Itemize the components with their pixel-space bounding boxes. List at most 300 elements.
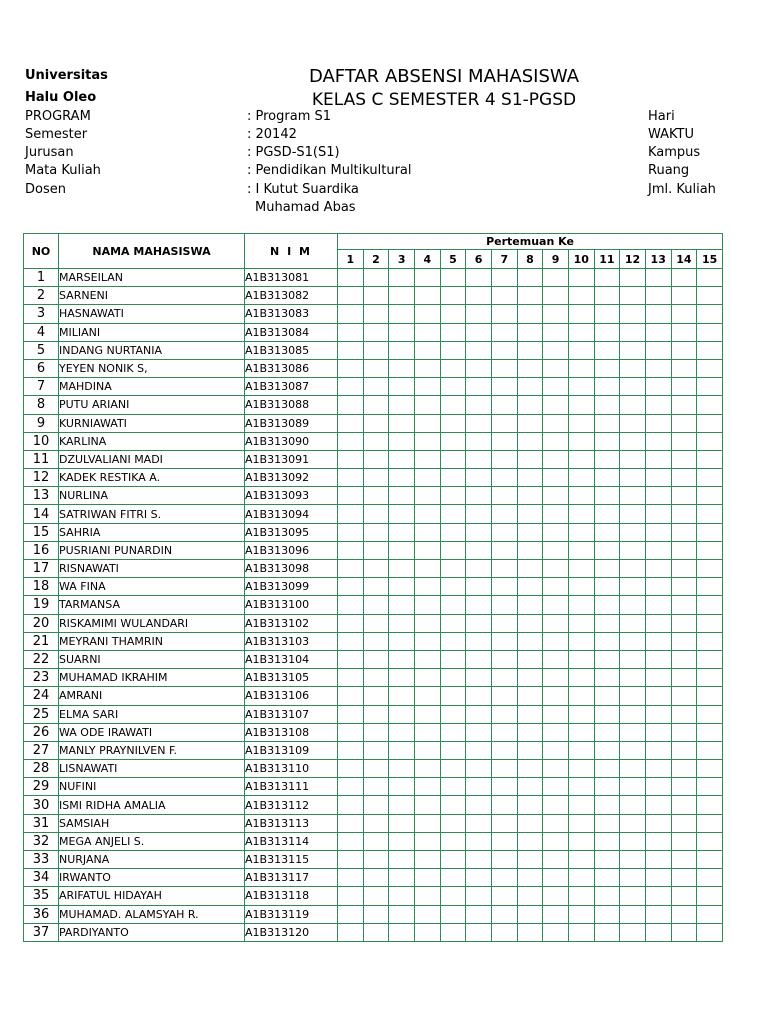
attendance-cell[interactable]	[697, 523, 723, 541]
attendance-cell[interactable]	[568, 814, 594, 832]
attendance-cell[interactable]	[568, 305, 594, 323]
attendance-cell[interactable]	[620, 687, 646, 705]
attendance-cell[interactable]	[440, 705, 466, 723]
attendance-cell[interactable]	[414, 923, 440, 941]
attendance-cell[interactable]	[697, 851, 723, 869]
attendance-cell[interactable]	[491, 541, 517, 559]
attendance-cell[interactable]	[568, 832, 594, 850]
attendance-cell[interactable]	[414, 323, 440, 341]
attendance-cell[interactable]	[363, 523, 389, 541]
attendance-cell[interactable]	[440, 741, 466, 759]
attendance-cell[interactable]	[620, 596, 646, 614]
attendance-cell[interactable]	[440, 905, 466, 923]
attendance-cell[interactable]	[671, 632, 697, 650]
attendance-cell[interactable]	[594, 596, 620, 614]
attendance-cell[interactable]	[697, 396, 723, 414]
attendance-cell[interactable]	[568, 796, 594, 814]
attendance-cell[interactable]	[440, 669, 466, 687]
attendance-cell[interactable]	[645, 814, 671, 832]
attendance-cell[interactable]	[671, 341, 697, 359]
attendance-cell[interactable]	[491, 760, 517, 778]
attendance-cell[interactable]	[543, 741, 569, 759]
attendance-cell[interactable]	[697, 378, 723, 396]
attendance-cell[interactable]	[568, 905, 594, 923]
attendance-cell[interactable]	[543, 632, 569, 650]
attendance-cell[interactable]	[363, 305, 389, 323]
attendance-cell[interactable]	[363, 469, 389, 487]
attendance-cell[interactable]	[620, 396, 646, 414]
attendance-cell[interactable]	[466, 705, 492, 723]
attendance-cell[interactable]	[671, 650, 697, 668]
attendance-cell[interactable]	[620, 359, 646, 377]
attendance-cell[interactable]	[620, 705, 646, 723]
attendance-cell[interactable]	[363, 414, 389, 432]
attendance-cell[interactable]	[440, 487, 466, 505]
attendance-cell[interactable]	[568, 778, 594, 796]
attendance-cell[interactable]	[440, 887, 466, 905]
attendance-cell[interactable]	[338, 287, 364, 305]
attendance-cell[interactable]	[697, 796, 723, 814]
attendance-cell[interactable]	[671, 450, 697, 468]
attendance-cell[interactable]	[466, 578, 492, 596]
attendance-cell[interactable]	[594, 359, 620, 377]
attendance-cell[interactable]	[414, 778, 440, 796]
attendance-cell[interactable]	[543, 832, 569, 850]
attendance-cell[interactable]	[671, 523, 697, 541]
attendance-cell[interactable]	[517, 923, 543, 941]
attendance-cell[interactable]	[363, 723, 389, 741]
attendance-cell[interactable]	[697, 760, 723, 778]
attendance-cell[interactable]	[363, 832, 389, 850]
attendance-cell[interactable]	[620, 778, 646, 796]
attendance-cell[interactable]	[543, 287, 569, 305]
attendance-cell[interactable]	[594, 287, 620, 305]
attendance-cell[interactable]	[620, 323, 646, 341]
attendance-cell[interactable]	[568, 760, 594, 778]
attendance-cell[interactable]	[338, 450, 364, 468]
attendance-cell[interactable]	[645, 287, 671, 305]
attendance-cell[interactable]	[568, 487, 594, 505]
attendance-cell[interactable]	[440, 378, 466, 396]
attendance-cell[interactable]	[363, 669, 389, 687]
attendance-cell[interactable]	[414, 523, 440, 541]
attendance-cell[interactable]	[671, 869, 697, 887]
attendance-cell[interactable]	[645, 869, 671, 887]
attendance-cell[interactable]	[414, 650, 440, 668]
attendance-cell[interactable]	[697, 541, 723, 559]
attendance-cell[interactable]	[620, 287, 646, 305]
attendance-cell[interactable]	[697, 487, 723, 505]
attendance-cell[interactable]	[389, 832, 415, 850]
attendance-cell[interactable]	[363, 378, 389, 396]
attendance-cell[interactable]	[466, 560, 492, 578]
attendance-cell[interactable]	[491, 705, 517, 723]
attendance-cell[interactable]	[389, 723, 415, 741]
attendance-cell[interactable]	[594, 723, 620, 741]
attendance-cell[interactable]	[440, 269, 466, 287]
attendance-cell[interactable]	[543, 341, 569, 359]
attendance-cell[interactable]	[338, 923, 364, 941]
attendance-cell[interactable]	[440, 778, 466, 796]
attendance-cell[interactable]	[414, 578, 440, 596]
attendance-cell[interactable]	[414, 687, 440, 705]
attendance-cell[interactable]	[491, 450, 517, 468]
attendance-cell[interactable]	[543, 359, 569, 377]
attendance-cell[interactable]	[594, 632, 620, 650]
attendance-cell[interactable]	[645, 414, 671, 432]
attendance-cell[interactable]	[645, 578, 671, 596]
attendance-cell[interactable]	[389, 414, 415, 432]
attendance-cell[interactable]	[466, 523, 492, 541]
attendance-cell[interactable]	[697, 669, 723, 687]
attendance-cell[interactable]	[389, 341, 415, 359]
attendance-cell[interactable]	[543, 669, 569, 687]
attendance-cell[interactable]	[363, 359, 389, 377]
attendance-cell[interactable]	[697, 814, 723, 832]
attendance-cell[interactable]	[671, 269, 697, 287]
attendance-cell[interactable]	[517, 414, 543, 432]
attendance-cell[interactable]	[671, 469, 697, 487]
attendance-cell[interactable]	[440, 523, 466, 541]
attendance-cell[interactable]	[338, 305, 364, 323]
attendance-cell[interactable]	[671, 760, 697, 778]
attendance-cell[interactable]	[543, 469, 569, 487]
attendance-cell[interactable]	[697, 432, 723, 450]
attendance-cell[interactable]	[338, 832, 364, 850]
attendance-cell[interactable]	[338, 341, 364, 359]
attendance-cell[interactable]	[543, 869, 569, 887]
attendance-cell[interactable]	[414, 596, 440, 614]
attendance-cell[interactable]	[363, 560, 389, 578]
attendance-cell[interactable]	[594, 414, 620, 432]
attendance-cell[interactable]	[414, 378, 440, 396]
attendance-cell[interactable]	[645, 359, 671, 377]
attendance-cell[interactable]	[568, 614, 594, 632]
attendance-cell[interactable]	[568, 432, 594, 450]
attendance-cell[interactable]	[414, 632, 440, 650]
attendance-cell[interactable]	[594, 487, 620, 505]
attendance-cell[interactable]	[568, 869, 594, 887]
attendance-cell[interactable]	[620, 632, 646, 650]
attendance-cell[interactable]	[466, 778, 492, 796]
attendance-cell[interactable]	[594, 705, 620, 723]
attendance-cell[interactable]	[620, 541, 646, 559]
attendance-cell[interactable]	[645, 396, 671, 414]
attendance-cell[interactable]	[363, 923, 389, 941]
attendance-cell[interactable]	[491, 778, 517, 796]
attendance-cell[interactable]	[338, 632, 364, 650]
attendance-cell[interactable]	[414, 341, 440, 359]
attendance-cell[interactable]	[517, 541, 543, 559]
attendance-cell[interactable]	[338, 359, 364, 377]
attendance-cell[interactable]	[645, 687, 671, 705]
attendance-cell[interactable]	[440, 596, 466, 614]
attendance-cell[interactable]	[338, 905, 364, 923]
attendance-cell[interactable]	[517, 596, 543, 614]
attendance-cell[interactable]	[466, 741, 492, 759]
attendance-cell[interactable]	[363, 505, 389, 523]
attendance-cell[interactable]	[543, 796, 569, 814]
attendance-cell[interactable]	[363, 596, 389, 614]
attendance-cell[interactable]	[389, 469, 415, 487]
attendance-cell[interactable]	[440, 450, 466, 468]
attendance-cell[interactable]	[620, 469, 646, 487]
attendance-cell[interactable]	[568, 523, 594, 541]
attendance-cell[interactable]	[543, 432, 569, 450]
attendance-cell[interactable]	[389, 578, 415, 596]
attendance-cell[interactable]	[671, 505, 697, 523]
attendance-cell[interactable]	[440, 578, 466, 596]
attendance-cell[interactable]	[389, 541, 415, 559]
attendance-cell[interactable]	[594, 341, 620, 359]
attendance-cell[interactable]	[389, 596, 415, 614]
attendance-cell[interactable]	[697, 269, 723, 287]
attendance-cell[interactable]	[671, 432, 697, 450]
attendance-cell[interactable]	[543, 450, 569, 468]
attendance-cell[interactable]	[389, 269, 415, 287]
attendance-cell[interactable]	[543, 323, 569, 341]
attendance-cell[interactable]	[466, 905, 492, 923]
attendance-cell[interactable]	[620, 905, 646, 923]
attendance-cell[interactable]	[645, 887, 671, 905]
attendance-cell[interactable]	[620, 341, 646, 359]
attendance-cell[interactable]	[620, 741, 646, 759]
attendance-cell[interactable]	[517, 723, 543, 741]
attendance-cell[interactable]	[697, 578, 723, 596]
attendance-cell[interactable]	[594, 923, 620, 941]
attendance-cell[interactable]	[389, 923, 415, 941]
attendance-cell[interactable]	[440, 414, 466, 432]
attendance-cell[interactable]	[363, 851, 389, 869]
attendance-cell[interactable]	[338, 541, 364, 559]
attendance-cell[interactable]	[491, 378, 517, 396]
attendance-cell[interactable]	[543, 923, 569, 941]
attendance-cell[interactable]	[363, 705, 389, 723]
attendance-cell[interactable]	[543, 614, 569, 632]
attendance-cell[interactable]	[697, 614, 723, 632]
attendance-cell[interactable]	[568, 578, 594, 596]
attendance-cell[interactable]	[517, 287, 543, 305]
attendance-cell[interactable]	[466, 887, 492, 905]
attendance-cell[interactable]	[671, 741, 697, 759]
attendance-cell[interactable]	[645, 541, 671, 559]
attendance-cell[interactable]	[620, 796, 646, 814]
attendance-cell[interactable]	[466, 632, 492, 650]
attendance-cell[interactable]	[645, 760, 671, 778]
attendance-cell[interactable]	[466, 851, 492, 869]
attendance-cell[interactable]	[466, 432, 492, 450]
attendance-cell[interactable]	[338, 396, 364, 414]
attendance-cell[interactable]	[517, 305, 543, 323]
attendance-cell[interactable]	[491, 414, 517, 432]
attendance-cell[interactable]	[620, 378, 646, 396]
attendance-cell[interactable]	[491, 851, 517, 869]
attendance-cell[interactable]	[671, 541, 697, 559]
attendance-cell[interactable]	[338, 687, 364, 705]
attendance-cell[interactable]	[338, 669, 364, 687]
attendance-cell[interactable]	[491, 359, 517, 377]
attendance-cell[interactable]	[517, 851, 543, 869]
attendance-cell[interactable]	[543, 523, 569, 541]
attendance-cell[interactable]	[517, 450, 543, 468]
attendance-cell[interactable]	[671, 669, 697, 687]
attendance-cell[interactable]	[671, 851, 697, 869]
attendance-cell[interactable]	[389, 869, 415, 887]
attendance-cell[interactable]	[466, 650, 492, 668]
attendance-cell[interactable]	[645, 341, 671, 359]
attendance-cell[interactable]	[620, 269, 646, 287]
attendance-cell[interactable]	[466, 414, 492, 432]
attendance-cell[interactable]	[697, 723, 723, 741]
attendance-cell[interactable]	[568, 323, 594, 341]
attendance-cell[interactable]	[491, 396, 517, 414]
attendance-cell[interactable]	[697, 305, 723, 323]
attendance-cell[interactable]	[568, 287, 594, 305]
attendance-cell[interactable]	[440, 632, 466, 650]
attendance-cell[interactable]	[645, 723, 671, 741]
attendance-cell[interactable]	[363, 632, 389, 650]
attendance-cell[interactable]	[363, 650, 389, 668]
attendance-cell[interactable]	[671, 578, 697, 596]
attendance-cell[interactable]	[491, 723, 517, 741]
attendance-cell[interactable]	[414, 487, 440, 505]
attendance-cell[interactable]	[440, 505, 466, 523]
attendance-cell[interactable]	[645, 851, 671, 869]
attendance-cell[interactable]	[517, 741, 543, 759]
attendance-cell[interactable]	[671, 905, 697, 923]
attendance-cell[interactable]	[594, 614, 620, 632]
attendance-cell[interactable]	[543, 578, 569, 596]
attendance-cell[interactable]	[671, 396, 697, 414]
attendance-cell[interactable]	[594, 778, 620, 796]
attendance-cell[interactable]	[568, 632, 594, 650]
attendance-cell[interactable]	[517, 869, 543, 887]
attendance-cell[interactable]	[389, 287, 415, 305]
attendance-cell[interactable]	[338, 596, 364, 614]
attendance-cell[interactable]	[363, 341, 389, 359]
attendance-cell[interactable]	[491, 269, 517, 287]
attendance-cell[interactable]	[543, 560, 569, 578]
attendance-cell[interactable]	[543, 851, 569, 869]
attendance-cell[interactable]	[517, 614, 543, 632]
attendance-cell[interactable]	[620, 723, 646, 741]
attendance-cell[interactable]	[491, 487, 517, 505]
attendance-cell[interactable]	[414, 869, 440, 887]
attendance-cell[interactable]	[543, 650, 569, 668]
attendance-cell[interactable]	[697, 560, 723, 578]
attendance-cell[interactable]	[620, 869, 646, 887]
attendance-cell[interactable]	[517, 269, 543, 287]
attendance-cell[interactable]	[671, 323, 697, 341]
attendance-cell[interactable]	[645, 469, 671, 487]
attendance-cell[interactable]	[491, 869, 517, 887]
attendance-cell[interactable]	[594, 832, 620, 850]
attendance-cell[interactable]	[543, 905, 569, 923]
attendance-cell[interactable]	[543, 814, 569, 832]
attendance-cell[interactable]	[645, 269, 671, 287]
attendance-cell[interactable]	[517, 578, 543, 596]
attendance-cell[interactable]	[414, 469, 440, 487]
attendance-cell[interactable]	[338, 705, 364, 723]
attendance-cell[interactable]	[414, 760, 440, 778]
attendance-cell[interactable]	[389, 450, 415, 468]
attendance-cell[interactable]	[568, 560, 594, 578]
attendance-cell[interactable]	[466, 396, 492, 414]
attendance-cell[interactable]	[594, 650, 620, 668]
attendance-cell[interactable]	[491, 432, 517, 450]
attendance-cell[interactable]	[645, 741, 671, 759]
attendance-cell[interactable]	[491, 323, 517, 341]
attendance-cell[interactable]	[389, 305, 415, 323]
attendance-cell[interactable]	[645, 305, 671, 323]
attendance-cell[interactable]	[568, 541, 594, 559]
attendance-cell[interactable]	[697, 632, 723, 650]
attendance-cell[interactable]	[389, 687, 415, 705]
attendance-cell[interactable]	[697, 323, 723, 341]
attendance-cell[interactable]	[671, 723, 697, 741]
attendance-cell[interactable]	[594, 269, 620, 287]
attendance-cell[interactable]	[620, 650, 646, 668]
attendance-cell[interactable]	[389, 741, 415, 759]
attendance-cell[interactable]	[491, 741, 517, 759]
attendance-cell[interactable]	[491, 669, 517, 687]
attendance-cell[interactable]	[363, 541, 389, 559]
attendance-cell[interactable]	[697, 887, 723, 905]
attendance-cell[interactable]	[517, 505, 543, 523]
attendance-cell[interactable]	[517, 760, 543, 778]
attendance-cell[interactable]	[363, 287, 389, 305]
attendance-cell[interactable]	[389, 887, 415, 905]
attendance-cell[interactable]	[338, 851, 364, 869]
attendance-cell[interactable]	[414, 359, 440, 377]
attendance-cell[interactable]	[620, 414, 646, 432]
attendance-cell[interactable]	[671, 359, 697, 377]
attendance-cell[interactable]	[594, 432, 620, 450]
attendance-cell[interactable]	[697, 687, 723, 705]
attendance-cell[interactable]	[466, 269, 492, 287]
attendance-cell[interactable]	[543, 596, 569, 614]
attendance-cell[interactable]	[338, 741, 364, 759]
attendance-cell[interactable]	[543, 705, 569, 723]
attendance-cell[interactable]	[671, 487, 697, 505]
attendance-cell[interactable]	[697, 650, 723, 668]
attendance-cell[interactable]	[466, 341, 492, 359]
attendance-cell[interactable]	[491, 923, 517, 941]
attendance-cell[interactable]	[671, 614, 697, 632]
attendance-cell[interactable]	[517, 487, 543, 505]
attendance-cell[interactable]	[568, 669, 594, 687]
attendance-cell[interactable]	[517, 814, 543, 832]
attendance-cell[interactable]	[645, 778, 671, 796]
attendance-cell[interactable]	[466, 596, 492, 614]
attendance-cell[interactable]	[389, 432, 415, 450]
attendance-cell[interactable]	[543, 723, 569, 741]
attendance-cell[interactable]	[414, 832, 440, 850]
attendance-cell[interactable]	[568, 341, 594, 359]
attendance-cell[interactable]	[414, 723, 440, 741]
attendance-cell[interactable]	[543, 505, 569, 523]
attendance-cell[interactable]	[671, 705, 697, 723]
attendance-cell[interactable]	[389, 650, 415, 668]
attendance-cell[interactable]	[645, 669, 671, 687]
attendance-cell[interactable]	[645, 323, 671, 341]
attendance-cell[interactable]	[645, 560, 671, 578]
attendance-cell[interactable]	[363, 741, 389, 759]
attendance-cell[interactable]	[645, 432, 671, 450]
attendance-cell[interactable]	[543, 269, 569, 287]
attendance-cell[interactable]	[466, 814, 492, 832]
attendance-cell[interactable]	[466, 832, 492, 850]
